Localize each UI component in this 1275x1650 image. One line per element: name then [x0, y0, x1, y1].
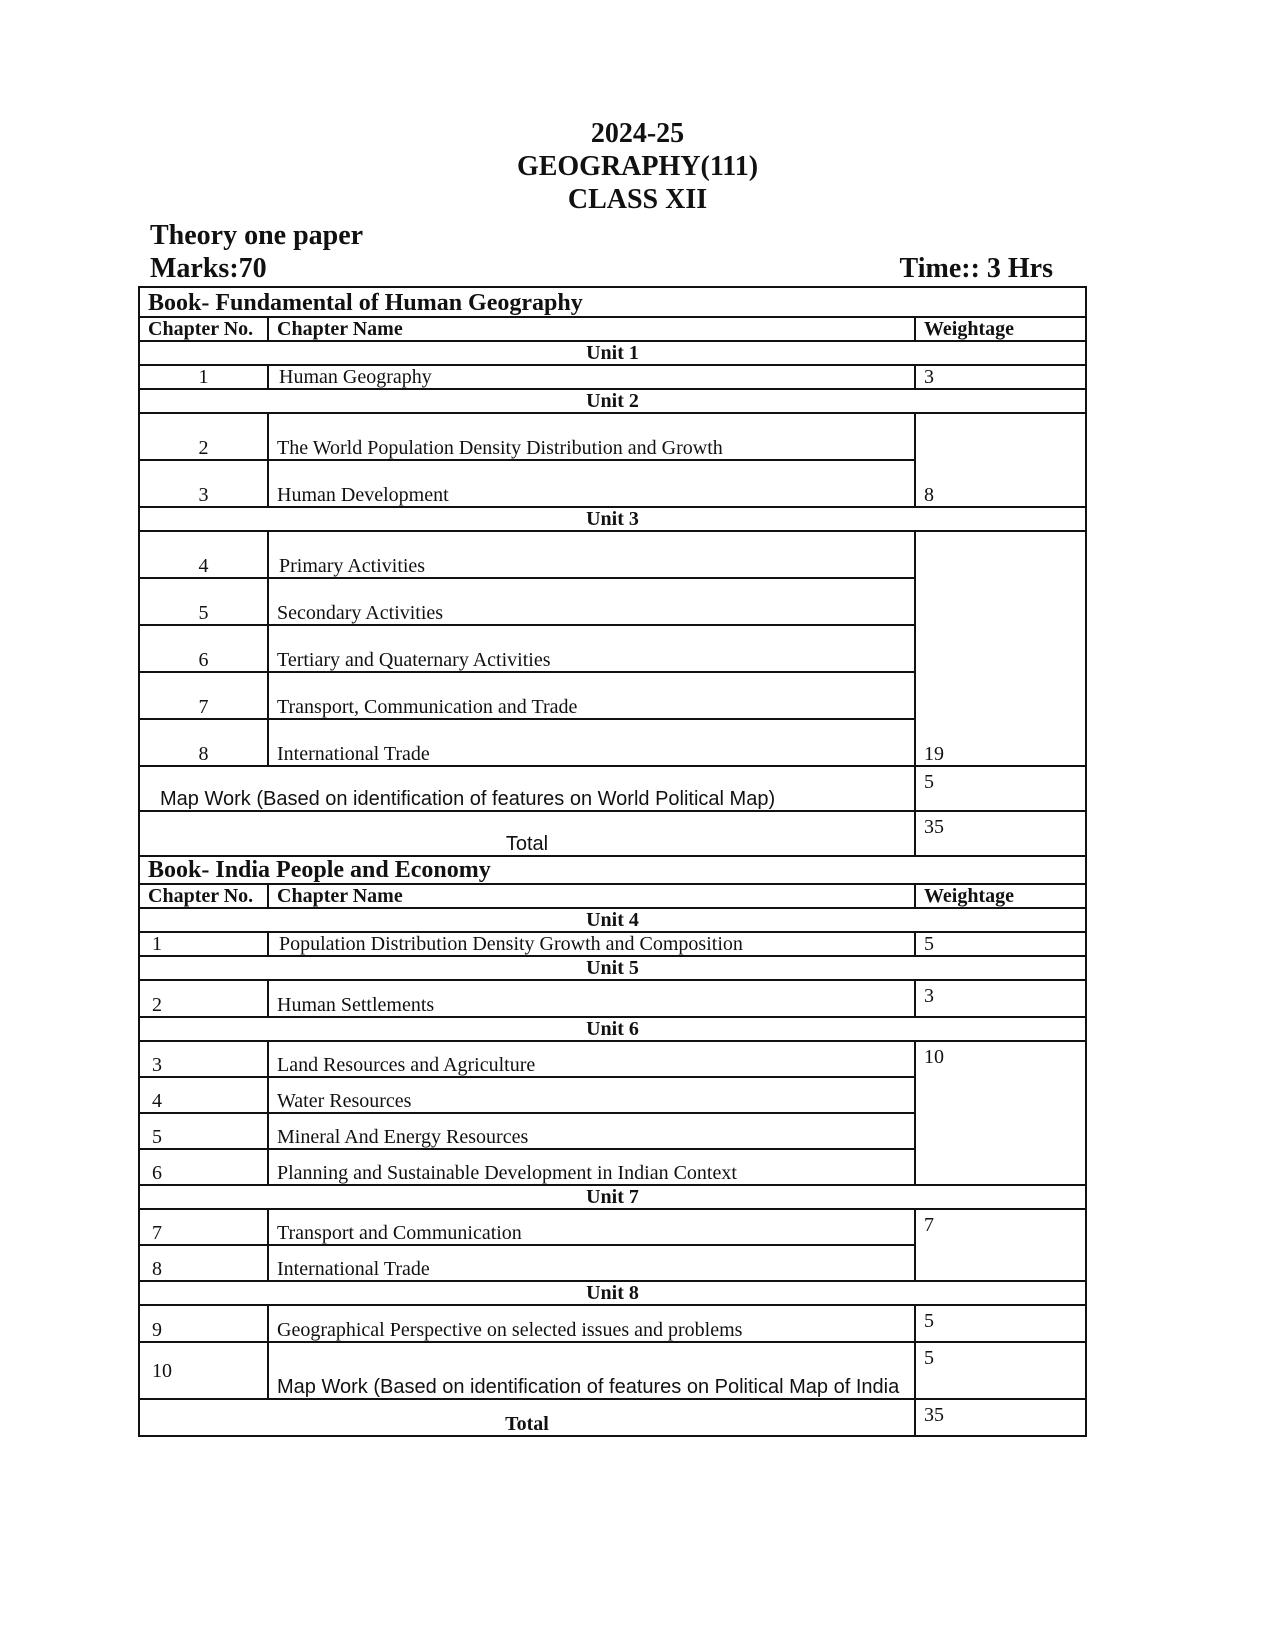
- col-chapter-name: Chapter Name: [268, 884, 915, 908]
- book2-title: Book- India People and Economy: [139, 856, 1086, 884]
- chapter-name: The World Population Density Distribution and Growth: [268, 413, 915, 460]
- total-label: Total: [139, 1399, 915, 1436]
- chapter-number: 5: [139, 1113, 268, 1149]
- time-label: Time:: 3 Hrs: [899, 253, 1053, 284]
- weightage-value: 5: [915, 932, 1086, 956]
- chapter-name: Transport, Communication and Trade: [268, 672, 915, 719]
- chapter-name: Planning and Sustainable Development in Indian Context: [268, 1149, 915, 1185]
- chapter-name: Mineral And Energy Resources: [268, 1113, 915, 1149]
- chapter-number: 6: [139, 1149, 268, 1185]
- chapter-name: Human Development: [268, 460, 915, 507]
- weightage-value: 10: [915, 1041, 1086, 1185]
- chapter-number: 1: [139, 365, 268, 389]
- col-weightage: Weightage: [915, 884, 1086, 908]
- unit-7-heading: Unit 7: [139, 1185, 1086, 1209]
- chapter-number: 6: [139, 625, 268, 672]
- syllabus-table: [138, 286, 1087, 1437]
- weightage-value: 8: [915, 413, 1086, 507]
- chapter-number: 1: [139, 932, 268, 956]
- unit-8-heading: Unit 8: [139, 1281, 1086, 1305]
- chapter-number: 8: [139, 719, 268, 766]
- chapter-number: 3: [139, 1041, 268, 1077]
- chapter-number: 2: [139, 413, 268, 460]
- paper-label: Theory one paper: [150, 220, 364, 251]
- book1-title: Book- Fundamental of Human Geography: [139, 287, 1086, 317]
- map-work-label: Map Work (Based on identification of features on World Political Map): [139, 766, 915, 811]
- chapter-number: 5: [139, 578, 268, 625]
- chapter-name: Map Work (Based on identification of features on Political Map of India: [268, 1342, 915, 1399]
- chapter-name: Geographical Perspective on selected issues and problems: [268, 1305, 915, 1342]
- chapter-number: 7: [139, 672, 268, 719]
- weightage-value: 7: [915, 1209, 1086, 1281]
- unit-6-heading: Unit 6: [139, 1017, 1086, 1041]
- unit-2-heading: Unit 2: [139, 389, 1086, 413]
- chapter-name: Primary Activities: [268, 531, 915, 578]
- col-weightage: Weightage: [915, 317, 1086, 341]
- unit-1-heading: Unit 1: [139, 341, 1086, 365]
- weightage-value: 19: [915, 531, 1086, 766]
- unit-4-heading: Unit 4: [139, 908, 1086, 932]
- col-chapter-no: Chapter No.: [139, 884, 268, 908]
- chapter-number: 4: [139, 1077, 268, 1113]
- chapter-name: International Trade: [268, 1245, 915, 1281]
- chapter-name: Human Settlements: [268, 980, 915, 1017]
- subject-heading: GEOGRAPHY(111): [516, 151, 759, 182]
- chapter-name: Human Geography: [268, 365, 915, 389]
- year-heading: 2024-25: [590, 118, 685, 149]
- col-chapter-name: Chapter Name: [268, 317, 915, 341]
- total-weightage: 35: [915, 811, 1086, 856]
- chapter-name: Water Resources: [268, 1077, 915, 1113]
- class-heading: CLASS XII: [567, 184, 708, 215]
- total-weightage: 35: [915, 1399, 1086, 1436]
- chapter-name: Land Resources and Agriculture: [268, 1041, 915, 1077]
- chapter-name: Population Distribution Density Growth and Composition: [268, 932, 915, 956]
- col-chapter-no: Chapter No.: [139, 317, 268, 341]
- chapter-number: 3: [139, 460, 268, 507]
- total-label: Total: [139, 811, 915, 856]
- marks-label: Marks:70: [150, 253, 267, 284]
- chapter-number: 10: [139, 1342, 268, 1399]
- chapter-number: 4: [139, 531, 268, 578]
- weightage-value: 3: [915, 980, 1086, 1017]
- weightage-value: 5: [915, 1305, 1086, 1342]
- weightage-value: 3: [915, 365, 1086, 389]
- unit-3-heading: Unit 3: [139, 507, 1086, 531]
- chapter-name: Tertiary and Quaternary Activities: [268, 625, 915, 672]
- chapter-name: International Trade: [268, 719, 915, 766]
- chapter-number: 7: [139, 1209, 268, 1245]
- chapter-number: 8: [139, 1245, 268, 1281]
- weightage-value: 5: [915, 766, 1086, 811]
- unit-5-heading: Unit 5: [139, 956, 1086, 980]
- chapter-name: Transport and Communication: [268, 1209, 915, 1245]
- chapter-number: 9: [139, 1305, 268, 1342]
- chapter-name: Secondary Activities: [268, 578, 915, 625]
- weightage-value: 5: [915, 1342, 1086, 1399]
- chapter-number: 2: [139, 980, 268, 1017]
